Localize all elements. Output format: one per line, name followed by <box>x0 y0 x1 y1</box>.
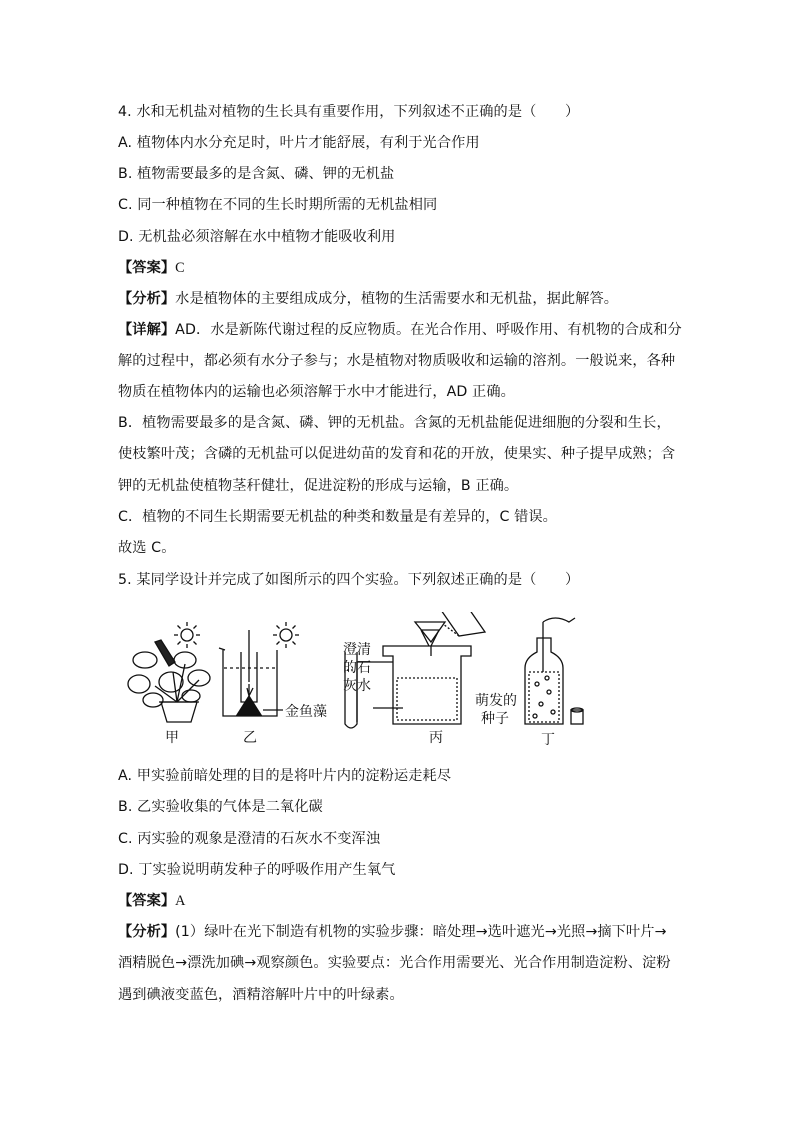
q4-option-a: A. 植物体内水分充足时，叶片才能舒展，有利于光合作用 <box>118 135 480 151</box>
figure-label-limewater-2: 的石 <box>343 660 371 676</box>
q4-analysis <box>118 289 618 309</box>
figure-label-jia: 甲 <box>165 730 179 746</box>
figure-label-bing: 丙 <box>429 730 443 746</box>
q4-detail-line-3: 物质在植物体内的运输也必须溶解于水中才能进行，AD 正确。 <box>118 384 515 400</box>
answer-value: A <box>175 893 186 909</box>
q5-analysis-line-3: 遇到碘液变蓝色，酒精溶解叶片中的叶绿素。 <box>118 987 404 1003</box>
figure-label-ding: 丁 <box>541 732 555 748</box>
q4-detail-line-5: 使枝繁叶茂；含磷的无机盐可以促进幼苗的发育和花的开放，使果实、种子提早成熟；含 <box>118 446 676 462</box>
figure-label-seeds-1: 萌发的 <box>475 693 517 709</box>
q4-detail-line-6: 钾的无机盐使植物茎秆健壮，促进淀粉的形成与运输，B 正确。 <box>118 478 519 494</box>
detail-text: AD．水是新陈代谢过程的反应物质。在光合作用、呼吸作用、有机物的合成和分 <box>175 322 682 338</box>
figure-label-limewater-1: 澄清 <box>343 642 371 658</box>
q5-analysis-line-2: 酒精脱色→漂洗加碘→观察颜色。实验要点：光合作用需要光、光合作用制造淀粉、淀粉 <box>118 955 671 971</box>
analysis-tag: 【分析】 <box>118 291 176 307</box>
sun-icon <box>273 622 299 648</box>
figure-label-algae: 金鱼藻 <box>285 704 327 720</box>
q5-answer <box>118 891 186 911</box>
sun-icon <box>174 622 200 648</box>
q4-detail-line-1 <box>118 320 682 340</box>
figure-label-seeds-2: 种子 <box>481 711 509 727</box>
figure-label-limewater-3: 灰水 <box>343 678 371 694</box>
q4-answer <box>118 258 185 278</box>
figure-label-yi: 乙 <box>243 730 257 746</box>
q5-option-d: D. 丁实验说明萌发种子的呼吸作用产生氧气 <box>118 862 396 878</box>
q4-stem: 4. 水和无机盐对植物的生长具有重要作用，下列叙述不正确的是（ ） <box>118 104 580 120</box>
q5-option-a: A. 甲实验前暗处理的目的是将叶片内的淀粉运走耗尽 <box>118 768 452 784</box>
q5-option-b: B. 乙实验收集的气体是二氧化碳 <box>118 799 323 815</box>
q4-detail-line-4: B．植物需要最多的是含氮、磷、钾的无机盐。含氮的无机盐能促进细胞的分裂和生长， <box>118 415 671 431</box>
q4-option-b: B. 植物需要最多的是含氮、磷、钾的无机盐 <box>118 166 395 182</box>
q5-stem: 5. 某同学设计并完成了如图所示的四个实验。下列叙述正确的是（ ） <box>118 572 580 588</box>
q4-detail-line-7: C．植物的不同生长期需要无机盐的种类和数量是有差异的，C 错误。 <box>118 509 557 525</box>
experiment-figure <box>125 612 595 752</box>
q5-option-c: C. 丙实验的观象是澄清的石灰水不变浑浊 <box>118 831 381 847</box>
answer-tag: 【答案】 <box>118 260 176 276</box>
answer-value: C <box>175 260 185 276</box>
q4-option-d: D. 无机盐必须溶解在水中植物才能吸收利用 <box>118 229 396 245</box>
answer-tag: 【答案】 <box>118 893 176 909</box>
analysis-text: 水是植物体的主要组成成分，植物的生活需要水和无机盐，据此解答。 <box>175 291 619 307</box>
q4-option-c: C. 同一种植物在不同的生长时期所需的无机盐相同 <box>118 197 438 213</box>
q5-analysis-line-1 <box>118 922 667 942</box>
detail-tag: 【详解】 <box>118 322 176 338</box>
q4-detail-line-2: 解的过程中，都必须有水分子参与；水是植物对物质吸收和运输的溶剂。一般说来，各种 <box>118 353 676 369</box>
potted-plant-drawing <box>128 640 210 722</box>
q4-detail-line-8: 故选 C。 <box>118 540 176 556</box>
analysis-tag: 【分析】 <box>118 924 176 940</box>
seed-jar-drawing <box>525 618 583 724</box>
analysis-text: (1）绿叶在光下制造有机物的实验步骤：暗处理→选叶遮光→光照→摘下叶片→ <box>175 924 667 940</box>
beaker-drawing <box>219 630 283 716</box>
